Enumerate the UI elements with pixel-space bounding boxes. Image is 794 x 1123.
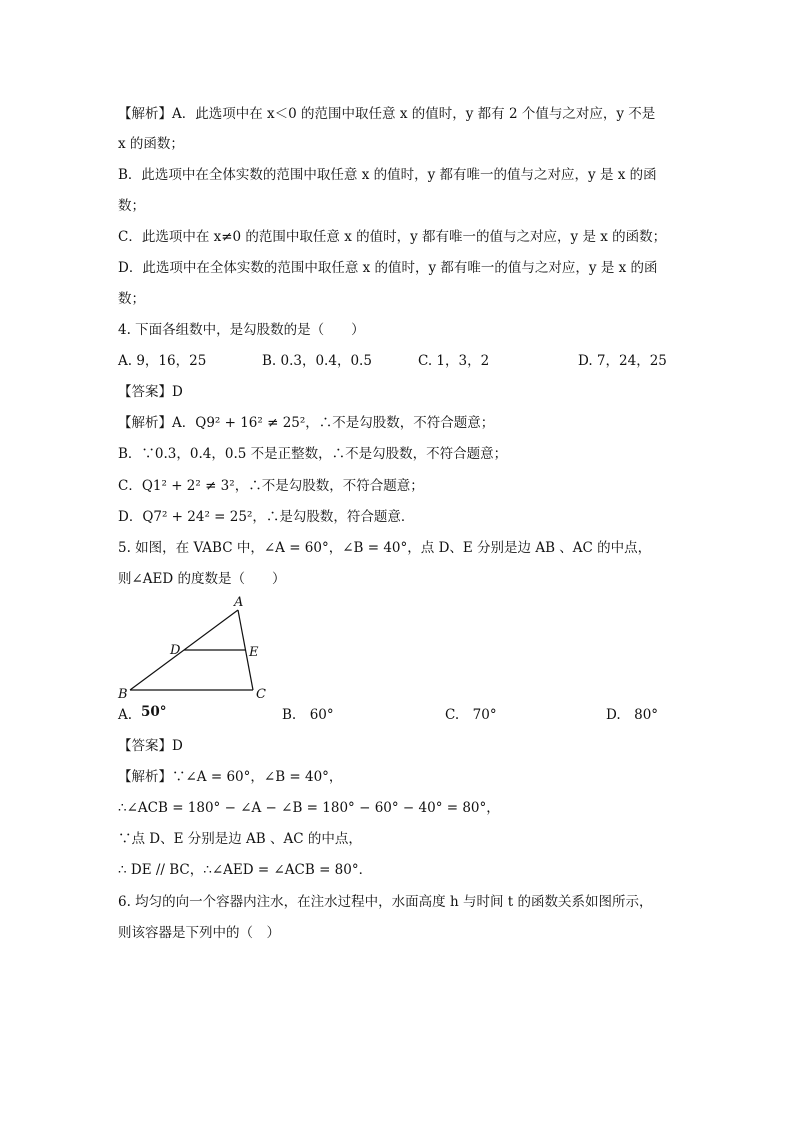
question-5-line2: 则∠AED 的度数是（ ） [118, 571, 286, 587]
answer-5: 【答案】D [118, 738, 183, 754]
question-6-line1: 6. 均匀的向一个容器内注水，在注水过程中，水面高度 h 与时间 t 的函数关系如图所示， [118, 894, 653, 910]
triangle-figure [110, 592, 290, 702]
analysis-4-line: C．Q1² + 2² ≠ 3²，∴不是勾股数，不符合题意； [118, 478, 424, 494]
analysis-line: 【解析】A．此选项中在 x＜0 的范围中取任意 x 的值时，y 都有 2 个值与之对应，y 不是 [118, 106, 656, 122]
analysis-line: 数； [118, 198, 145, 214]
label-e: E [249, 645, 259, 660]
option-b: B. 0.3，0.4，0.5 [262, 353, 372, 369]
question-6-line2: 则该容器是下列中的（ ） [118, 925, 280, 941]
analysis-line: C．此选项中在 x≠0 的范围中取任意 x 的值时，y 都有唯一的值与之对应，y 是 x 的函数； [118, 229, 667, 245]
option-a-value: 50° [141, 704, 167, 720]
question-4: 4. 下面各组数中，是勾股数的是（ ） [118, 322, 365, 338]
triangle-diagram [110, 592, 290, 702]
analysis-5-line: ∴ DE // BC，∴∠AED = ∠ACB = 80°． [118, 862, 373, 878]
analysis-5-line: ∵点 D、E 分别是边 AB 、AC 的中点， [118, 831, 362, 847]
option-c: C. 70° [445, 707, 497, 723]
label-b: B [118, 687, 128, 702]
option-a-label: A. [118, 707, 133, 723]
analysis-line: 数； [118, 291, 145, 307]
answer-4: 【答案】D [118, 384, 183, 400]
analysis-5-line: ∴∠ACB = 180° − ∠A − ∠B = 180° − 60° − 40° = 80°， [118, 800, 500, 816]
label-a: A [234, 595, 244, 610]
option-d: D. 7，24，25 [578, 353, 667, 369]
analysis-line: B．此选项中在全体实数的范围中取任意 x 的值时，y 都有唯一的值与之对应，y 是 x 的函 [118, 167, 657, 183]
analysis-line: x 的函数； [118, 136, 184, 152]
question-5-line1: 5. 如图，在 VABC 中，∠A = 60°，∠B = 40°，点 D、E 分别是边 AB 、AC 的中点， [118, 540, 652, 556]
option-a: A. 9，16，25 [118, 353, 207, 369]
analysis-4-line: B．∵0.3，0.4，0.5 不是正整数，∴不是勾股数，不符合题意； [118, 446, 508, 462]
analysis-5-line: 【解析】∵∠A = 60°，∠B = 40°， [118, 769, 343, 785]
analysis-line: D．此选项中在全体实数的范围中取任意 x 的值时，y 都有唯一的值与之对应，y 是 x 的函 [118, 260, 658, 276]
label-d: D [170, 643, 181, 658]
analysis-4-line: 【解析】A．Q9² + 16² ≠ 25²，∴不是勾股数，不符合题意； [118, 415, 495, 431]
option-d: D. 80° [606, 707, 659, 723]
option-b: B. 60° [282, 707, 334, 723]
analysis-4-line: D．Q7² + 24² = 25²，∴是勾股数，符合题意． [118, 509, 415, 525]
option-c: C. 1，3，2 [418, 353, 490, 369]
label-c: C [256, 687, 266, 702]
